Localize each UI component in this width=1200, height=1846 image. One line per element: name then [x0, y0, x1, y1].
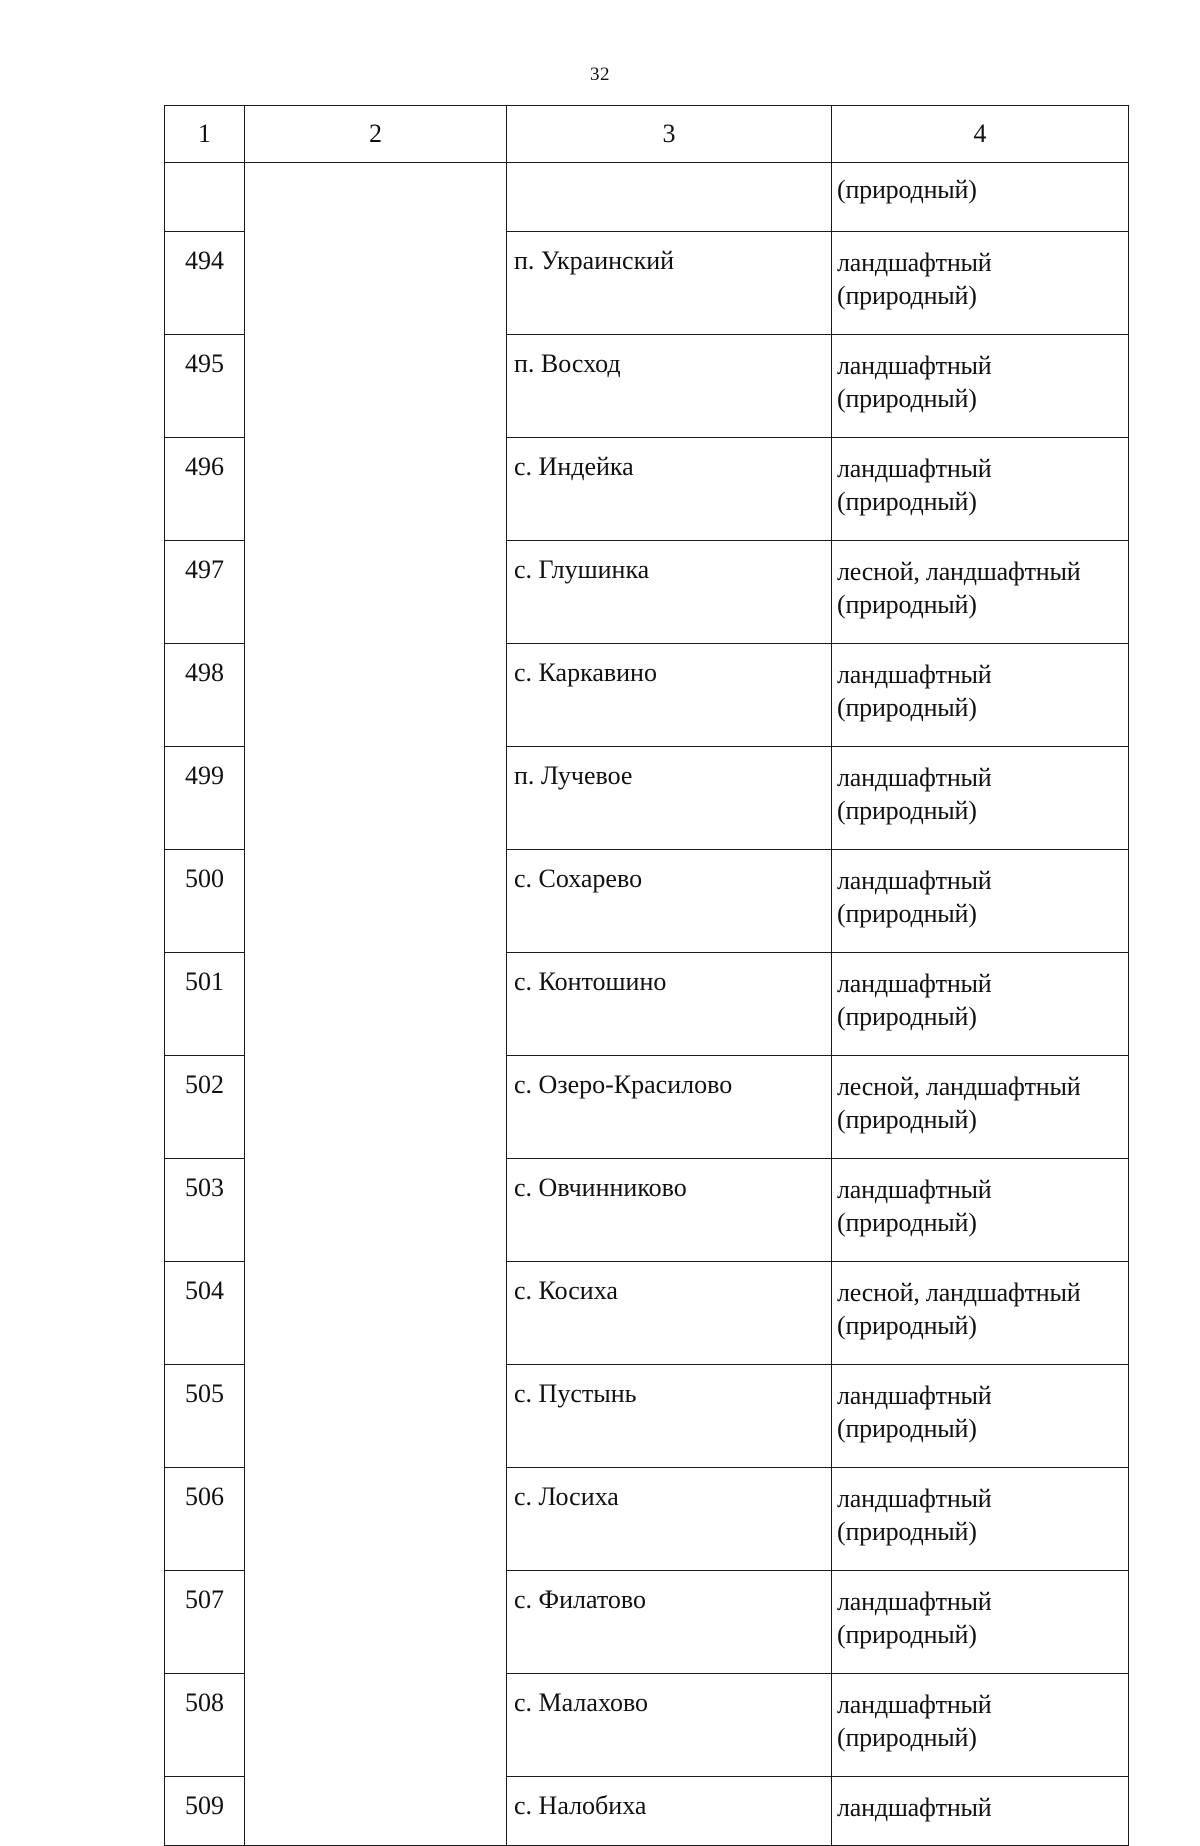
- place-cell: с. Овчинниково: [507, 1159, 832, 1262]
- place-cell: с. Индейка: [507, 438, 832, 541]
- type-cell: ландшафтный (природный): [832, 1159, 1129, 1262]
- type-cell: ландшафтный: [832, 1777, 1129, 1846]
- type-cell: ландшафтный (природный): [832, 850, 1129, 953]
- column-header-2: 2: [245, 106, 507, 163]
- place-cell: с. Контошино: [507, 953, 832, 1056]
- place-cell: с. Филатово: [507, 1571, 832, 1674]
- column-header-4: 4: [832, 106, 1129, 163]
- place-cell: п. Восход: [507, 335, 832, 438]
- type-cell: ландшафтный (природный): [832, 438, 1129, 541]
- type-cell: ландшафтный (природный): [832, 335, 1129, 438]
- place-cell: с. Глушинка: [507, 541, 832, 644]
- type-cell: ландшафтный (природный): [832, 953, 1129, 1056]
- place-cell: с. Пустынь: [507, 1365, 832, 1468]
- row-number-cell: 497: [165, 541, 245, 644]
- row-number-cell: 505: [165, 1365, 245, 1468]
- row-number-cell: 506: [165, 1468, 245, 1571]
- row-number-cell: 498: [165, 644, 245, 747]
- row-number-cell: 496: [165, 438, 245, 541]
- place-cell: п. Лучевое: [507, 747, 832, 850]
- table-header-row: [165, 106, 1129, 163]
- place-cell: с. Налобиха: [507, 1777, 832, 1846]
- column-header-3: 3: [507, 106, 832, 163]
- row-number-cell: 494: [165, 232, 245, 335]
- type-cell: ландшафтный (природный): [832, 232, 1129, 335]
- type-cell: ландшафтный (природный): [832, 1674, 1129, 1777]
- row-number-cell: 500: [165, 850, 245, 953]
- type-cell: ландшафтный (природный): [832, 1468, 1129, 1571]
- place-cell: с. Малахово: [507, 1674, 832, 1777]
- row-number-cell: 499: [165, 747, 245, 850]
- row-number-cell: 509: [165, 1777, 245, 1846]
- row-number-cell: 504: [165, 1262, 245, 1365]
- place-cell: с. Озеро-Красилово: [507, 1056, 832, 1159]
- type-cell: ландшафтный (природный): [832, 1571, 1129, 1674]
- place-cell: с. Лосиха: [507, 1468, 832, 1571]
- place-cell: с. Сохарево: [507, 850, 832, 953]
- table-row-continuation: [165, 163, 1129, 232]
- row-number-cell: 508: [165, 1674, 245, 1777]
- document-table: [164, 105, 1129, 1846]
- type-cell: лесной, ландшафтный (природный): [832, 1262, 1129, 1365]
- row-number-cell: 495: [165, 335, 245, 438]
- type-cell: лесной, ландшафтный (природный): [832, 541, 1129, 644]
- row-number-cell: 501: [165, 953, 245, 1056]
- type-cell: (природный): [832, 163, 1129, 232]
- row-number-cell: 502: [165, 1056, 245, 1159]
- column-header-1: 1: [165, 106, 245, 163]
- place-cell: с. Косиха: [507, 1262, 832, 1365]
- type-cell: ландшафтный (природный): [832, 644, 1129, 747]
- row-number-cell: [165, 163, 245, 232]
- place-cell: [507, 163, 832, 232]
- page-number: 32: [590, 64, 610, 85]
- merged-column-2-cell: [245, 163, 507, 1846]
- place-cell: с. Каркавино: [507, 644, 832, 747]
- row-number-cell: 507: [165, 1571, 245, 1674]
- type-cell: ландшафтный (природный): [832, 747, 1129, 850]
- row-number-cell: 503: [165, 1159, 245, 1262]
- type-cell: ландшафтный (природный): [832, 1365, 1129, 1468]
- type-cell: лесной, ландшафтный (природный): [832, 1056, 1129, 1159]
- place-cell: п. Украинский: [507, 232, 832, 335]
